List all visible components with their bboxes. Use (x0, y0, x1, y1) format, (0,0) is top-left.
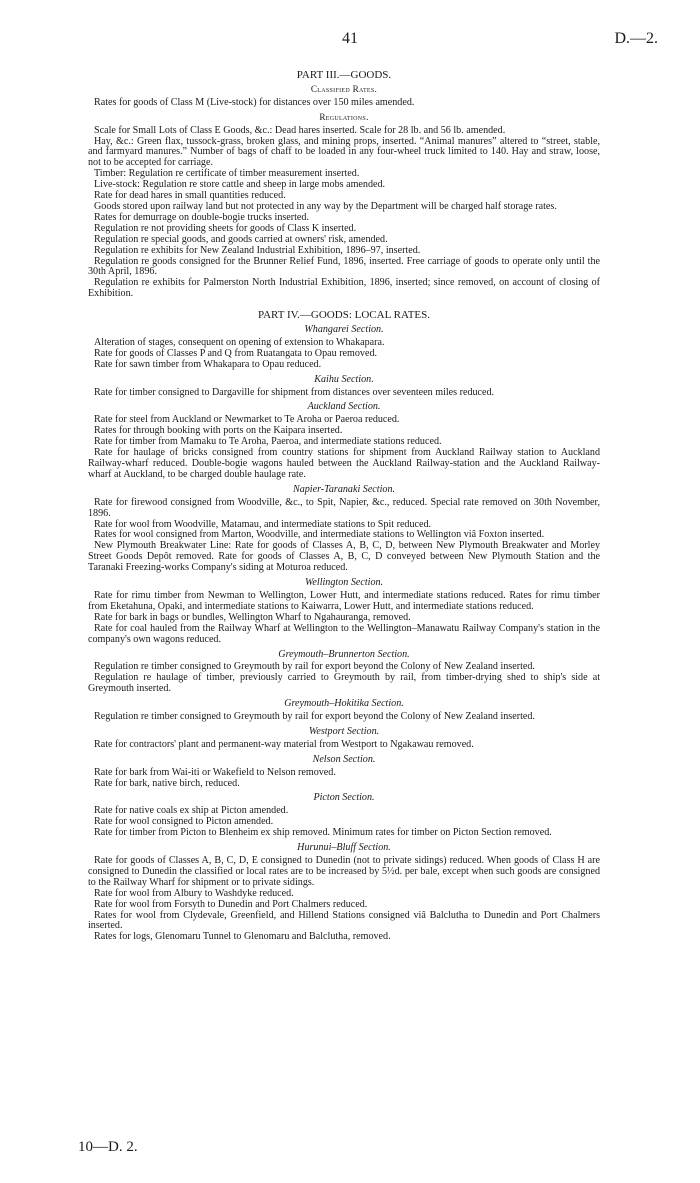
regulation-paragraph: Regulation re exhibits for Palmerston North Industrial Exhibition, 1896, inserted; since removed, on account of closing of Exhibition. (88, 277, 600, 300)
section-heading: Wellington Section. (304, 577, 384, 589)
classified-rates-text: Rates for goods of Class M (Live-stock) for distances over 150 miles amended. (94, 96, 415, 108)
rate-paragraph: Rate for wool from Albury to Washdyke reduced. (94, 887, 294, 899)
section-heading: Westport Section. (308, 725, 380, 737)
regulation-paragraph: Live-stock: Regulation re store cattle and sheep in large mobs amended. (94, 179, 386, 191)
regulation-paragraph: Regulation re special goods, and goods carried at owners' risk, amended. (94, 233, 388, 245)
rate-paragraph: Rate for sawn timber from Whakapara to Opau reduced. (94, 358, 322, 370)
section-block (88, 375, 600, 399)
rate-paragraph: Rate for goods of Classes P and Q from Ruatangata to Opau removed. (94, 347, 378, 359)
regulation-paragraph: Goods stored upon railway land but not protected in any way by the Department will be charged half storage rates. (94, 200, 557, 212)
rate-paragraph: Rate for wool consigned to Picton amended. (94, 816, 274, 828)
section-block (88, 578, 600, 645)
section-heading: Hurunui–Bluff Section. (297, 842, 391, 854)
regulations-list (88, 126, 600, 301)
section-block (88, 325, 600, 371)
regulation-paragraph: Hay, &c.: Green flax, tussock-grass, broken glass, and mining props, inserted. “Animal manures” altered to “street, stable, and farmyard manures.” Number of bags of chaff to be loaded in any four-wheel truck limited to 140. Hay and straw, loose, not to be accepted for carriage. (88, 135, 600, 169)
rate-paragraph: Rate for coal hauled from the Railway Wharf at Wellington to the Wellington–Manawatu Railway Company's station in the company's own wagons reduced. (88, 622, 600, 645)
section-block (88, 727, 600, 751)
rate-paragraph: Regulation re timber consigned to Greymouth by rail for export beyond the Colony of New Zealand inserted. (94, 711, 535, 723)
page-number: 41 (342, 30, 358, 47)
rate-paragraph: Regulation re haulage of timber, previously carried to Greymouth by rail, from timber-drying shed to ship's side at Greymouth inserted. (88, 672, 600, 695)
section-heading: Greymouth–Brunnerton Section. (278, 648, 410, 660)
regulation-paragraph: Rates for demurrage on double-bogie trucks inserted. (94, 211, 309, 223)
rate-paragraph: Rate for timber from Picton to Blenheim ex ship removed. Minimum rates for timber on Picton Section removed. (94, 827, 552, 839)
rate-paragraph: Rate for bark, native birch, reduced. (94, 777, 240, 789)
section-heading: Auckland Section. (307, 401, 381, 413)
rate-paragraph: Rate for timber consigned to Dargaville for shipment from distances over seventeen miles reduced. (94, 386, 495, 398)
section-block (88, 843, 600, 943)
section-heading: Napier-Taranaki Section. (292, 483, 396, 495)
rate-paragraph: Rate for rimu timber from Newman to Wellington, Lower Hutt, and intermediate stations reduced. Rates for rimu timber from Eketahuna, Opaki, and intermediate stations to Kaiwarra, Lower Hutt, and intermediate stations reduced. (88, 589, 600, 612)
section-block (88, 699, 600, 723)
classified-rates-heading: Classified Rates. (310, 83, 378, 94)
regulations-heading: Regulations. (319, 111, 369, 122)
rate-paragraph: Rate for goods of Classes A, B, C, D, E consigned to Dunedin (not to private sidings) reduced. When goods of Class H are consigned to Dunedin the classified or local rates are to be increased by 5½d. per bale, except when such goods are consigned to the Railway Wharf for shipment or to private sidings. (88, 855, 600, 888)
regulation-paragraph: Rate for dead hares in small quantities reduced. (94, 190, 286, 202)
document-reference: D.—2. (614, 30, 658, 47)
rate-paragraph: Rate for firewood consigned from Woodville, &c., to Spit, Napier, &c., reduced. Special rate removed on 30th November, 1896. (88, 496, 600, 519)
rate-paragraph: Rate for bark in bags or bundles, Wellington Wharf to Ngahauranga, removed. (94, 611, 411, 623)
rate-paragraph: Rate for wool from Woodville, Matamau, and intermediate stations to Spit reduced. (94, 518, 432, 530)
rate-paragraph: Rates for through booking with ports on the Kaipara inserted. (94, 425, 343, 437)
rate-paragraph: Rates for wool from Clydevale, Greenfield, and Hillend Stations consigned viâ Balclutha to Dunedin and Port Chalmers inserted. (88, 909, 600, 932)
rate-paragraph: Regulation re timber consigned to Greymouth by rail for export beyond the Colony of New Zealand inserted. (94, 661, 535, 673)
section-block (88, 402, 600, 480)
section-heading: Kaihu Section. (314, 373, 374, 385)
rate-paragraph: Rate for timber from Mamaku to Te Aroha, Paeroa, and intermediate stations reduced. (94, 436, 442, 448)
section-heading: Nelson Section. (312, 753, 376, 765)
section-block (88, 793, 600, 839)
section-heading: Whangarei Section. (304, 324, 384, 336)
rate-paragraph: Rate for haulage of bricks consigned from country stations for shipment from Auckland Railway station to Auckland Railway-wharf reduced. Double-bogie wagons hauled between the Auckland Railway-station and the Auckland Railway-wharf at Auckland, to be charged double haulage rate. (88, 447, 600, 480)
rate-paragraph: Rates for wool consigned from Marton, Woodville, and intermediate stations to Wellington viâ Foxton inserted. (94, 529, 545, 541)
rate-paragraph: Rate for steel from Auckland or Newmarket to Te Aroha or Paeroa reduced. (94, 414, 400, 426)
regulation-paragraph: Scale for Small Lots of Class E Goods, &c.: Dead hares inserted. Scale for 28 lb. and 56 lb. amended. (94, 124, 506, 136)
section-block (88, 755, 600, 790)
section-block (88, 485, 600, 574)
regulation-paragraph: Regulation re goods consigned for the Brunner Relief Fund, 1896, inserted. Free carriage of goods to operate only until the 30th April, 1896. (88, 255, 600, 278)
rate-paragraph: Rate for bark from Wai-iti or Wakefield to Nelson removed. (94, 766, 336, 778)
rate-paragraph: New Plymouth Breakwater Line: Rate for goods of Classes A, B, C, D, between New Plymouth Breakwater and Morley Street Goods Depôt removed. Rate for goods of Classes A, B, C, D conveyed between New Plymouth Station and the Taranaki Freezing-works Company's siding at Moturoa reduced. (88, 540, 600, 574)
rate-paragraph: Rate for contractors' plant and permanent-way material from Westport to Ngakawau removed. (94, 738, 474, 750)
regulation-paragraph: Regulation re exhibits for New Zealand Industrial Exhibition, 1896–97, inserted. (94, 244, 421, 256)
rate-paragraph: Rate for wool from Forsyth to Dunedin and Port Chalmers reduced. (94, 898, 368, 910)
part-3-title: PART III.—GOODS. (296, 69, 392, 81)
part-4-title: PART IV.—GOODS: LOCAL RATES. (257, 309, 430, 322)
rate-paragraph: Rates for logs, Glenomaru Tunnel to Glenomaru and Balclutha, removed. (94, 931, 391, 943)
regulation-paragraph: Regulation re not providing sheets for goods of Class K inserted. (94, 222, 357, 234)
regulation-paragraph: Timber: Regulation re certificate of timber measurement inserted. (94, 168, 360, 180)
rate-paragraph: Rate for native coals ex ship at Picton amended. (94, 805, 289, 817)
section-heading: Picton Section. (313, 792, 375, 804)
local-rates-sections (88, 325, 600, 943)
section-heading: Greymouth–Hokitika Section. (284, 698, 404, 710)
page-content (88, 70, 600, 943)
section-block (88, 650, 600, 696)
printer-signature: 10—D. 2. (78, 1139, 138, 1155)
rate-paragraph: Alteration of stages, consequent on opening of extension to Whakapara. (94, 336, 385, 348)
